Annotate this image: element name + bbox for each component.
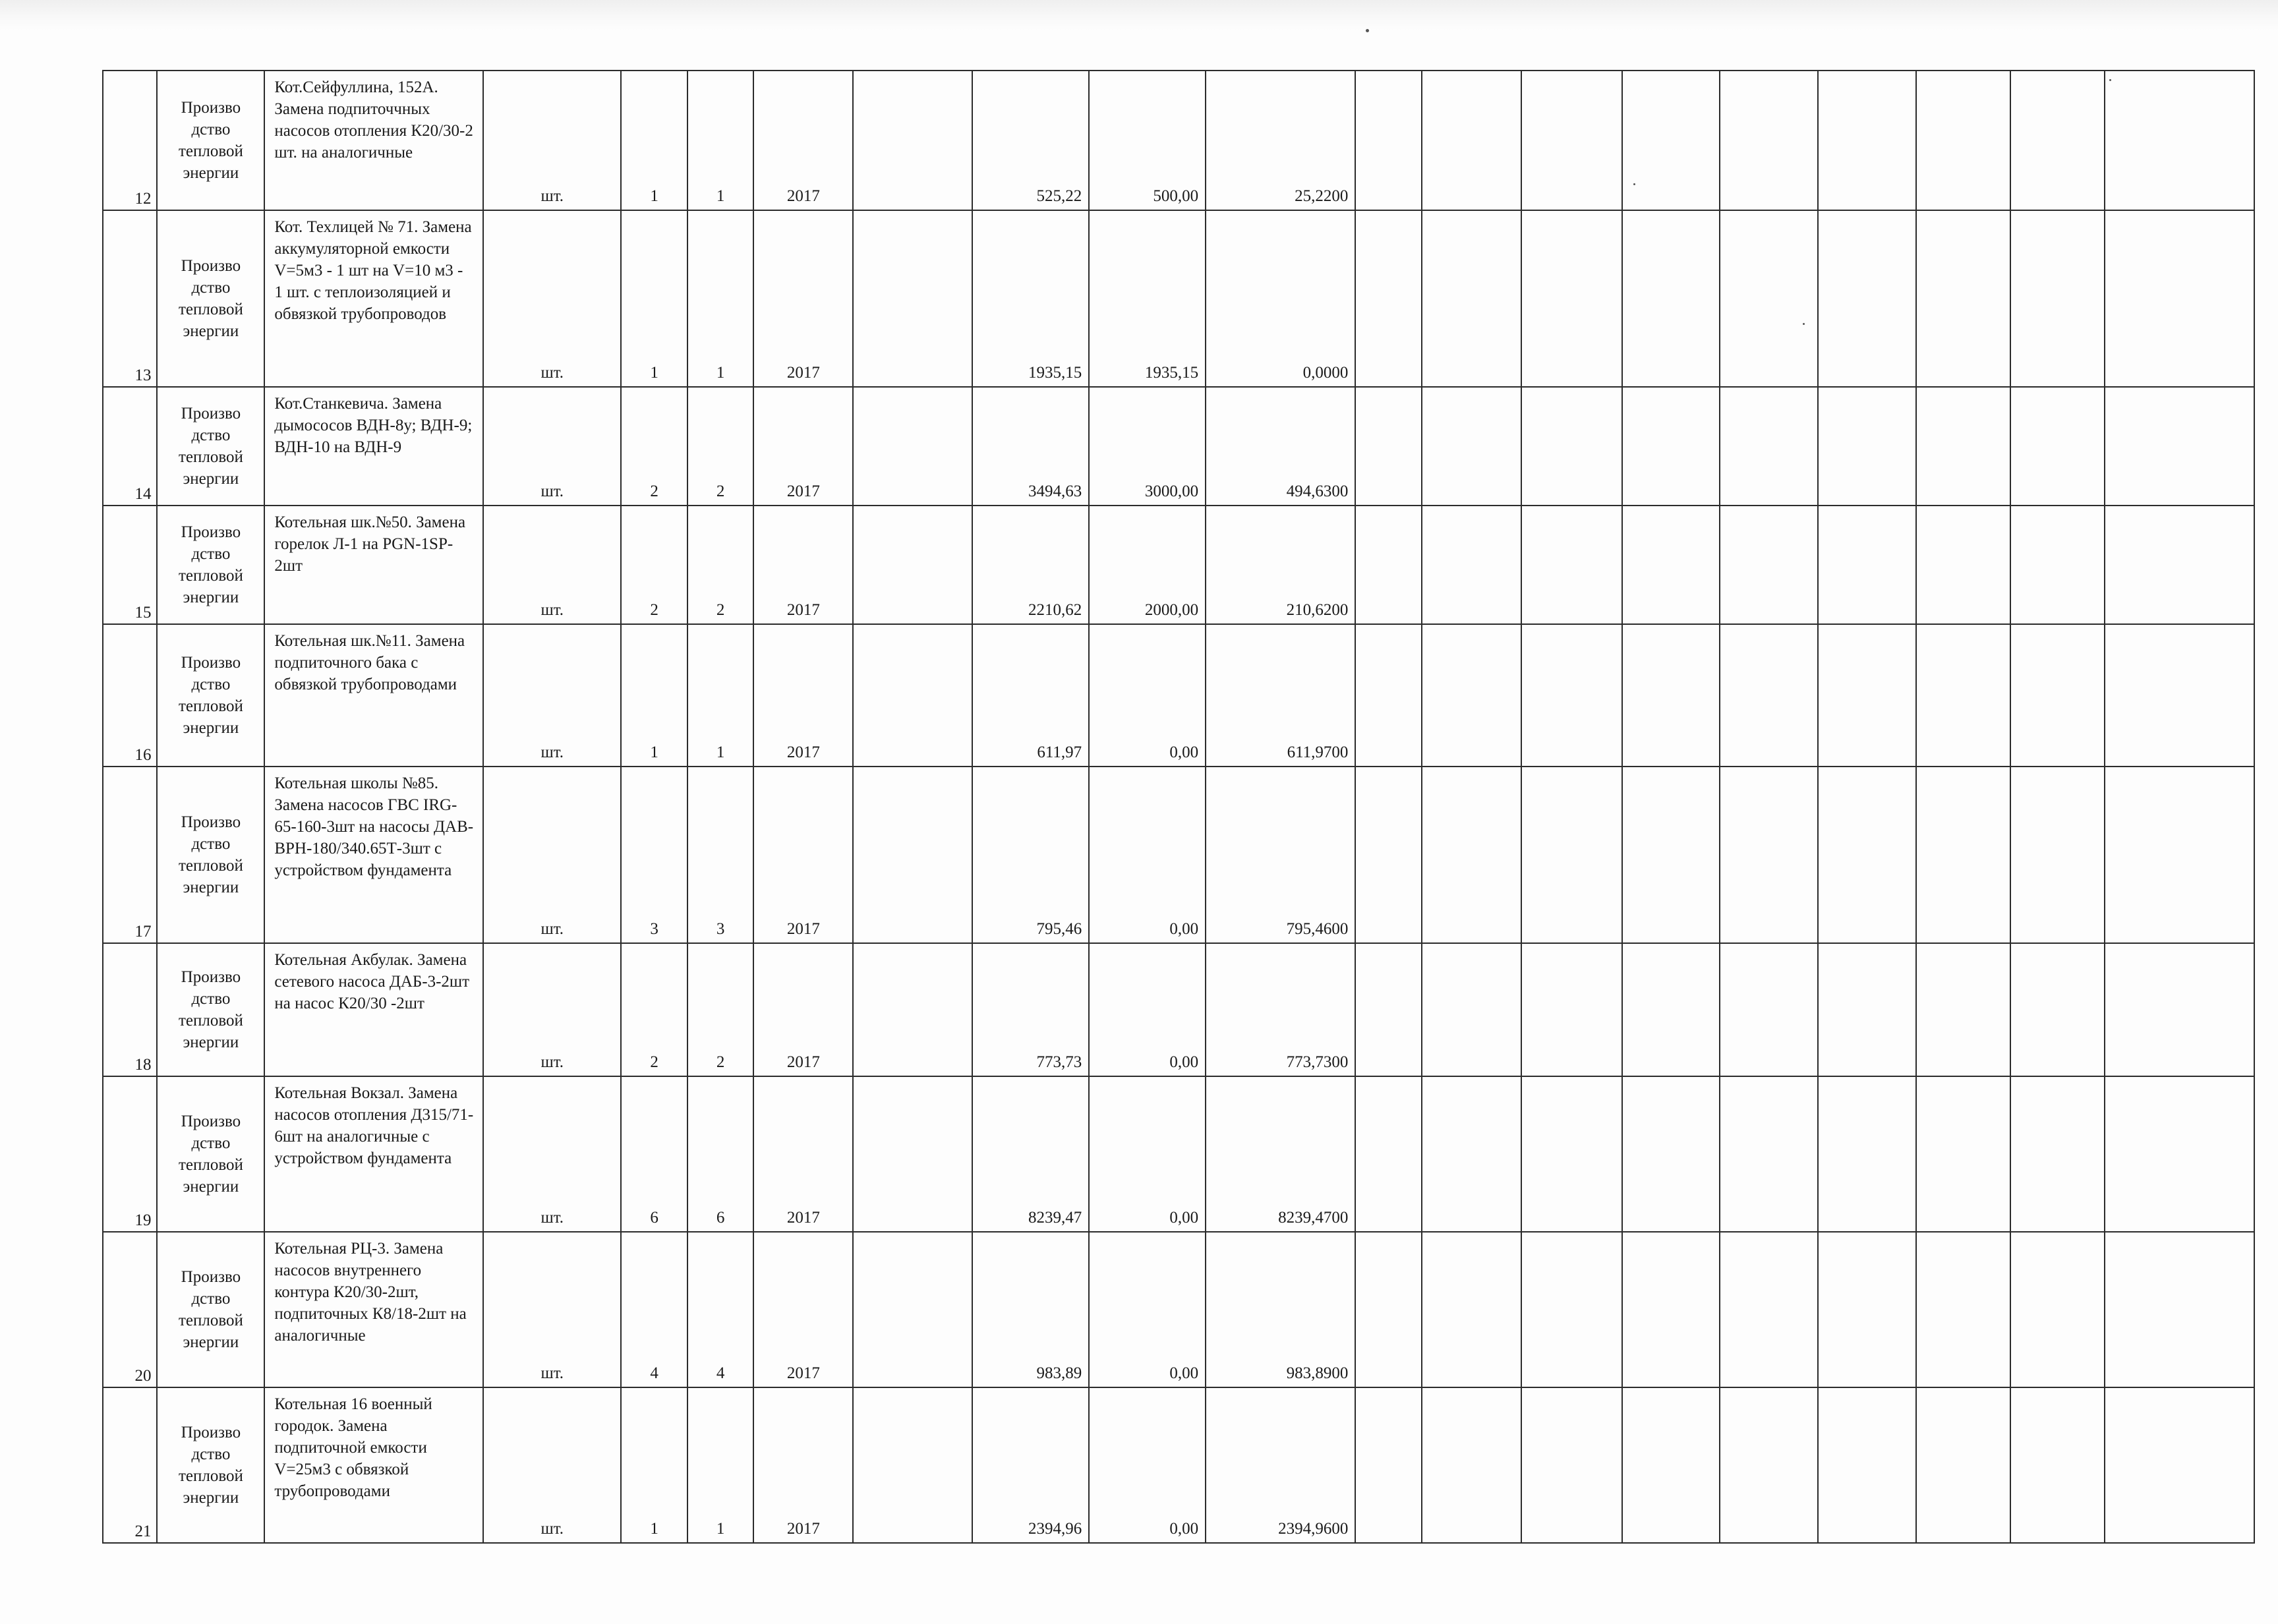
empty-cell <box>1720 387 1818 506</box>
empty-cell <box>1622 210 1720 387</box>
empty-cell <box>853 387 972 506</box>
empty-cell <box>1916 506 2010 624</box>
empty-cell <box>1818 387 1916 506</box>
row-qty-2: 3 <box>687 767 754 943</box>
row-category: Произво дство тепловой энергии <box>157 1232 264 1387</box>
row-category: Произво дство тепловой энергии <box>157 210 264 387</box>
empty-cell <box>2010 387 2105 506</box>
empty-cell <box>2105 624 2254 767</box>
empty-cell <box>1521 624 1622 767</box>
empty-cell <box>1521 943 1622 1076</box>
row-value-1: 795,46 <box>972 767 1089 943</box>
row-value-2: 500,00 <box>1089 71 1206 210</box>
row-description: Котельная Акбулак. Замена сетевого насоса ДАБ-3-2шт на насос К20/30 -2шт <box>264 943 483 1076</box>
table-row <box>103 943 2254 1076</box>
row-qty-1: 4 <box>621 1232 687 1387</box>
row-number: 17 <box>103 767 157 943</box>
row-qty-1: 1 <box>621 624 687 767</box>
empty-cell <box>1818 1387 1916 1543</box>
row-description: Котельная РЦ-3. Замена насосов внутреннего контура К20/30-2шт, подпиточных К8/18-2шт на аналогичные <box>264 1232 483 1387</box>
empty-cell <box>1818 506 1916 624</box>
empty-cell <box>2105 1387 2254 1543</box>
empty-cell <box>1916 767 2010 943</box>
row-value-3: 795,4600 <box>1206 767 1355 943</box>
row-year: 2017 <box>753 624 853 767</box>
row-description: Котельная 16 военный городок. Замена подпиточной емкости V=25м3 с обвязкой трубопроводами <box>264 1387 483 1543</box>
row-year: 2017 <box>753 1232 853 1387</box>
empty-cell <box>2105 506 2254 624</box>
empty-cell <box>1818 624 1916 767</box>
row-category: Произво дство тепловой энергии <box>157 506 264 624</box>
row-category: Произво дство тепловой энергии <box>157 1076 264 1232</box>
row-category: Произво дство тепловой энергии <box>157 767 264 943</box>
table-row <box>103 1232 2254 1387</box>
empty-cell <box>1355 767 1422 943</box>
empty-cell <box>1916 387 2010 506</box>
table-row <box>103 767 2254 943</box>
empty-cell <box>1720 506 1818 624</box>
empty-cell <box>1622 387 1720 506</box>
row-qty-1: 2 <box>621 387 687 506</box>
table-row <box>103 210 2254 387</box>
empty-cell <box>1818 71 1916 210</box>
row-year: 2017 <box>753 767 853 943</box>
row-number: 21 <box>103 1387 157 1543</box>
empty-cell <box>1422 71 1521 210</box>
empty-cell <box>1355 943 1422 1076</box>
empty-cell <box>1622 624 1720 767</box>
empty-cell <box>1720 1232 1818 1387</box>
empty-cell <box>2010 210 2105 387</box>
row-unit: шт. <box>483 71 621 210</box>
empty-cell <box>1720 767 1818 943</box>
row-value-3: 983,8900 <box>1206 1232 1355 1387</box>
empty-cell <box>1355 1232 1422 1387</box>
empty-cell <box>1720 1387 1818 1543</box>
empty-cell <box>2105 1076 2254 1232</box>
empty-cell <box>1422 624 1521 767</box>
scan-speck <box>1366 29 1369 32</box>
empty-cell <box>1355 1076 1422 1232</box>
row-category: Произво дство тепловой энергии <box>157 624 264 767</box>
row-category: Произво дство тепловой энергии <box>157 387 264 506</box>
row-value-1: 611,97 <box>972 624 1089 767</box>
empty-cell <box>853 943 972 1076</box>
row-number: 19 <box>103 1076 157 1232</box>
row-category: Произво дство тепловой энергии <box>157 1387 264 1543</box>
row-value-3: 773,7300 <box>1206 943 1355 1076</box>
table-row <box>103 71 2254 210</box>
empty-cell <box>1422 387 1521 506</box>
row-qty-1: 1 <box>621 71 687 210</box>
empty-cell <box>1818 1076 1916 1232</box>
empty-cell <box>1355 387 1422 506</box>
empty-cell <box>1422 506 1521 624</box>
row-unit: шт. <box>483 943 621 1076</box>
row-value-1: 3494,63 <box>972 387 1089 506</box>
row-qty-1: 6 <box>621 1076 687 1232</box>
empty-cell <box>853 767 972 943</box>
empty-cell <box>1521 71 1622 210</box>
row-qty-2: 1 <box>687 1387 754 1543</box>
row-value-2: 1935,15 <box>1089 210 1206 387</box>
empty-cell <box>1916 210 2010 387</box>
row-qty-1: 2 <box>621 506 687 624</box>
empty-cell <box>1622 1076 1720 1232</box>
row-value-1: 1935,15 <box>972 210 1089 387</box>
row-qty-2: 1 <box>687 210 754 387</box>
row-number: 15 <box>103 506 157 624</box>
empty-cell <box>1355 506 1422 624</box>
row-value-3: 210,6200 <box>1206 506 1355 624</box>
row-qty-1: 1 <box>621 210 687 387</box>
row-qty-1: 3 <box>621 767 687 943</box>
row-value-3: 25,2200 <box>1206 71 1355 210</box>
row-year: 2017 <box>753 387 853 506</box>
empty-cell <box>1521 210 1622 387</box>
table-row <box>103 624 2254 767</box>
row-unit: шт. <box>483 1387 621 1543</box>
row-year: 2017 <box>753 210 853 387</box>
empty-cell <box>1422 767 1521 943</box>
empty-cell <box>1422 210 1521 387</box>
row-value-3: 8239,4700 <box>1206 1076 1355 1232</box>
empty-cell <box>1521 1076 1622 1232</box>
row-value-3: 494,6300 <box>1206 387 1355 506</box>
row-category: Произво дство тепловой энергии <box>157 71 264 210</box>
row-qty-2: 6 <box>687 1076 754 1232</box>
row-unit: шт. <box>483 387 621 506</box>
empty-cell <box>853 1076 972 1232</box>
empty-cell <box>1720 71 1818 210</box>
empty-cell <box>2010 1232 2105 1387</box>
row-description: Кот.Сейфуллина, 152А. Замена подпиточчных насосов отопления К20/30-2 шт. на аналогичные <box>264 71 483 210</box>
empty-cell <box>1818 767 1916 943</box>
row-year: 2017 <box>753 1076 853 1232</box>
row-unit: шт. <box>483 767 621 943</box>
empty-cell <box>2010 506 2105 624</box>
empty-cell <box>2010 943 2105 1076</box>
row-number: 16 <box>103 624 157 767</box>
empty-cell <box>1521 1387 1622 1543</box>
row-value-2: 0,00 <box>1089 1387 1206 1543</box>
row-value-2: 2000,00 <box>1089 506 1206 624</box>
row-qty-2: 2 <box>687 506 754 624</box>
empty-cell <box>1355 624 1422 767</box>
empty-cell <box>1818 1232 1916 1387</box>
row-description: Кот. Техлицей № 71. Замена аккумуляторной емкости V=5м3 - 1 шт на V=10 м3 - 1 шт. с теплоизоляцией и обвязкой трубопроводов <box>264 210 483 387</box>
row-category: Произво дство тепловой энергии <box>157 943 264 1076</box>
row-value-2: 0,00 <box>1089 624 1206 767</box>
row-value-3: 611,9700 <box>1206 624 1355 767</box>
row-year: 2017 <box>753 1387 853 1543</box>
row-unit: шт. <box>483 210 621 387</box>
empty-cell <box>1521 1232 1622 1387</box>
empty-cell <box>1422 943 1521 1076</box>
empty-cell <box>1521 767 1622 943</box>
row-unit: шт. <box>483 506 621 624</box>
empty-cell <box>1422 1232 1521 1387</box>
row-value-1: 773,73 <box>972 943 1089 1076</box>
table-row <box>103 506 2254 624</box>
empty-cell <box>1622 1387 1720 1543</box>
row-year: 2017 <box>753 943 853 1076</box>
row-qty-1: 1 <box>621 1387 687 1543</box>
row-qty-2: 1 <box>687 624 754 767</box>
empty-cell <box>1916 1232 2010 1387</box>
empty-cell <box>1720 943 1818 1076</box>
empty-cell <box>2010 1387 2105 1543</box>
empty-cell <box>1818 943 1916 1076</box>
data-table <box>102 70 2255 1544</box>
row-value-1: 2394,96 <box>972 1387 1089 1543</box>
table-row <box>103 1076 2254 1232</box>
empty-cell <box>1916 624 2010 767</box>
row-value-2: 0,00 <box>1089 1076 1206 1232</box>
row-value-3: 2394,9600 <box>1206 1387 1355 1543</box>
empty-cell <box>1622 1232 1720 1387</box>
row-qty-2: 4 <box>687 1232 754 1387</box>
empty-cell <box>2105 767 2254 943</box>
row-number: 20 <box>103 1232 157 1387</box>
empty-cell <box>2105 1232 2254 1387</box>
row-value-2: 3000,00 <box>1089 387 1206 506</box>
empty-cell <box>1422 1387 1521 1543</box>
row-number: 18 <box>103 943 157 1076</box>
empty-cell <box>853 210 972 387</box>
empty-cell <box>1622 506 1720 624</box>
row-number: 12 <box>103 71 157 210</box>
scan-edge <box>0 0 2278 30</box>
empty-cell <box>1720 210 1818 387</box>
empty-cell <box>1355 1387 1422 1543</box>
empty-cell <box>853 1387 972 1543</box>
row-value-2: 0,00 <box>1089 1232 1206 1387</box>
row-unit: шт. <box>483 1076 621 1232</box>
row-description: Котельная шк.№11. Замена подпиточного бака с обвязкой трубопроводами <box>264 624 483 767</box>
row-year: 2017 <box>753 71 853 210</box>
row-value-3: 0,0000 <box>1206 210 1355 387</box>
row-number: 14 <box>103 387 157 506</box>
empty-cell <box>1916 943 2010 1076</box>
empty-cell <box>1622 943 1720 1076</box>
empty-cell <box>1422 1076 1521 1232</box>
empty-cell <box>2010 1076 2105 1232</box>
row-description: Котельная Вокзал. Замена насосов отопления Д315/71-6шт на аналогичные с устройством фундамента <box>264 1076 483 1232</box>
empty-cell <box>1521 387 1622 506</box>
empty-cell <box>1720 624 1818 767</box>
empty-cell <box>2010 767 2105 943</box>
empty-cell <box>1355 71 1422 210</box>
row-qty-2: 2 <box>687 943 754 1076</box>
empty-cell <box>1622 767 1720 943</box>
row-qty-2: 2 <box>687 387 754 506</box>
row-qty-2: 1 <box>687 71 754 210</box>
empty-cell <box>2010 624 2105 767</box>
empty-cell <box>2105 387 2254 506</box>
empty-cell <box>1916 1076 2010 1232</box>
empty-cell <box>1720 1076 1818 1232</box>
table-row <box>103 387 2254 506</box>
row-value-1: 525,22 <box>972 71 1089 210</box>
row-year: 2017 <box>753 506 853 624</box>
empty-cell <box>1622 71 1720 210</box>
row-value-2: 0,00 <box>1089 943 1206 1076</box>
empty-cell <box>1916 1387 2010 1543</box>
row-description: Котельная школы №85. Замена насосов ГВС IRG-65-160-3шт на насосы ДАВ-ВРН-180/340.65Т-3шт с устройством фундамента <box>264 767 483 943</box>
row-value-2: 0,00 <box>1089 767 1206 943</box>
empty-cell <box>853 624 972 767</box>
row-unit: шт. <box>483 624 621 767</box>
empty-cell <box>1916 71 2010 210</box>
row-description: Котельная шк.№50. Замена горелок Л-1 на PGN-1SP-2шт <box>264 506 483 624</box>
row-number: 13 <box>103 210 157 387</box>
empty-cell <box>1818 210 1916 387</box>
row-qty-1: 2 <box>621 943 687 1076</box>
empty-cell <box>853 1232 972 1387</box>
empty-cell <box>2010 71 2105 210</box>
empty-cell <box>1355 210 1422 387</box>
row-value-1: 983,89 <box>972 1232 1089 1387</box>
row-value-1: 8239,47 <box>972 1076 1089 1232</box>
empty-cell <box>853 506 972 624</box>
empty-cell <box>2105 71 2254 210</box>
empty-cell <box>853 71 972 210</box>
row-description: Кот.Станкевича. Замена дымососов ВДН-8у; ВДН-9; ВДН-10 на ВДН-9 <box>264 387 483 506</box>
empty-cell <box>1521 506 1622 624</box>
row-unit: шт. <box>483 1232 621 1387</box>
empty-cell <box>2105 943 2254 1076</box>
empty-cell <box>2105 210 2254 387</box>
row-value-1: 2210,62 <box>972 506 1089 624</box>
table-row <box>103 1387 2254 1543</box>
